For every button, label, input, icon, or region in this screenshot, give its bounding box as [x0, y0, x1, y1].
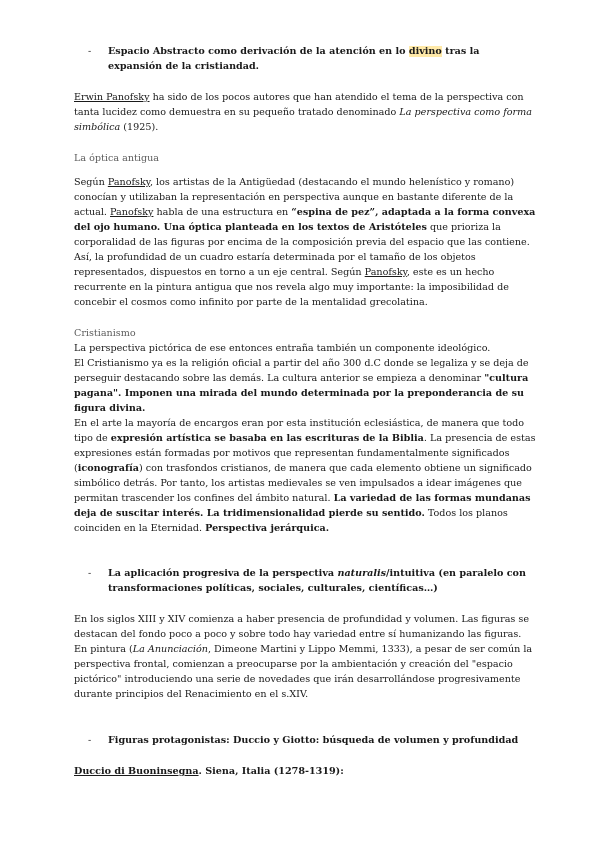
underlined-text: Erwin Panofsky [74, 92, 150, 103]
text-run: . Siena, Italia (1278-1319): [198, 766, 344, 777]
text-run: La perspectiva pictórica de ese entonces entraña también un componente ideológico. [74, 343, 491, 354]
text-run: , Dimeone Martini y Lippo Memmi, 1333), a pesar de ser común la perspectiva frontal, comienzan a preocuparse por la ambientación y creación del "espacio pictórico" introduciendo una serie de novedades que irán desarrollándose progresivamente durante principios del Renacimiento en el s.XIV. [74, 644, 533, 700]
paragraph [74, 642, 536, 702]
bullet-item [74, 44, 536, 74]
underlined-text: Panofsky [107, 177, 150, 188]
text-run: ha sido de los pocos autores que han atendido el tema de la perspectiva con tanta lucidez como demuestra en su pequeño tratado denominado [74, 92, 524, 118]
text-run: (1925). [120, 122, 159, 133]
text-run: "cultura pagana". Imponen una mirada del mundo determinada por la preponderancia de su figura divina. [74, 373, 529, 414]
highlighted-text: divino [408, 46, 442, 57]
text-run: En los siglos XIII y XIV comienza a haber presencia de profundidad y volumen. Las figuras se destacan del fondo poco a poco y sobre todo hay variedad entre sí humanizando las figuras. [74, 614, 529, 640]
section-heading [74, 151, 536, 166]
text-run: Figuras protagonistas: Duccio y Giotto: búsqueda de volumen y profundidad [108, 735, 519, 746]
paragraph [74, 612, 536, 642]
underlined-text: Panofsky [364, 267, 407, 278]
text-run: El Cristianismo ya es la religión oficial a partir del año 300 d.C donde se legaliza y se deja de perseguir destacando sobre las demás. La cultura anterior se empieza a denominar [74, 358, 529, 384]
text-run: ) con trasfondos cristianos, de manera que cada elemento obtiene un significado simbólico detrás. Por tanto, los artistas medievales se ven impulsados a idear imágenes que permitan trascender los confines del ámbito natural. [74, 463, 532, 504]
text-run: Cristianismo [74, 328, 136, 339]
text-run: En el arte la mayoría de encargos eran por esta institución eclesiástica, de manera que todo tipo de [74, 418, 525, 444]
bullet-item [74, 733, 536, 748]
text-run: expresión artística se basaba en las escrituras de la Biblia [110, 433, 424, 444]
bullet-item [74, 566, 536, 596]
text-run: naturalis [337, 568, 387, 579]
underlined-text: Duccio di Buoninsegna [74, 766, 199, 777]
text-run: La óptica antigua [74, 153, 159, 164]
paragraph [74, 90, 536, 135]
text-run: Según [74, 177, 108, 188]
text-run: iconografía [77, 463, 139, 474]
paragraph [74, 764, 536, 779]
text-run: “espina de pez”, adaptada a la forma convexa del ojo humano. Una óptica planteada en los textos de Aristóteles [74, 207, 536, 233]
underlined-text: Panofsky [110, 207, 154, 218]
text-run: La perspectiva como forma simbólica [74, 107, 532, 133]
text-run: , este es un hecho recurrente en la pintura antigua que nos revela algo muy importante: la imposibilidad de concebir el cosmos como infinito por parte de la mentalidad grecolatina. [74, 267, 509, 308]
paragraph [74, 416, 536, 536]
section-heading [74, 326, 536, 341]
text-run: La variedad de las formas mundanas deja de suscitar interés. La tridimensionalidad pierde su sentido. [74, 493, 531, 519]
text-run: En pintura ( [74, 644, 133, 655]
paragraph [74, 175, 536, 310]
text-run: . La presencia de estas expresiones están formadas por motivos que representan fundamentalmente significados ( [74, 433, 536, 474]
paragraph [74, 356, 536, 416]
text-run: tras la expansión de la cristiandad. [108, 46, 480, 72]
text-run: que prioriza la corporalidad de las figuras por encima de la composición previa del espacio que las contiene. Así, la profundidad de un cuadro estaría determinada por el tamaño de los objetos representados, dispuestos en torno a un eje central. Según [74, 222, 530, 278]
text-run: Perspectiva jerárquica. [205, 523, 330, 534]
text-run: Todos los planos coinciden en la Eternidad. [74, 508, 508, 534]
text-run: habla de una estructura en [153, 207, 292, 218]
text-run: , los artistas de la Antigüedad (destacando el mundo helenístico y romano) conocían y utilizaban la representación en perspectiva aunque en bastante diferente de la actual. [74, 177, 515, 218]
paragraph [74, 341, 536, 356]
text-run: Espacio Abstracto como derivación de la atención en lo [108, 46, 409, 57]
text-run: La Anunciación [132, 644, 208, 655]
text-run: La aplicación progresiva de la perspectiva [108, 568, 338, 579]
text-run: /intuitiva (en paralelo con transformaciones políticas, sociales, culturales, científicas…) [108, 568, 526, 594]
